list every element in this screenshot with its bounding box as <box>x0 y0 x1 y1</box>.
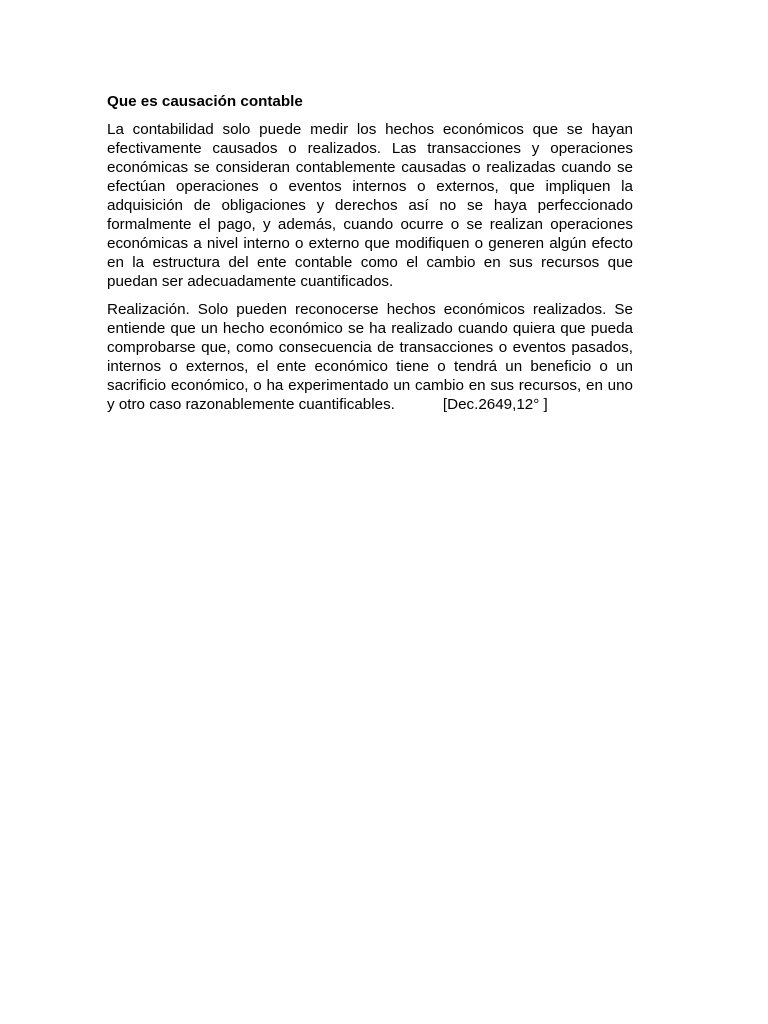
decree-reference: [Dec.2649,12° ] <box>442 396 548 413</box>
paragraph-realizacion-text: Realización. Solo pueden reconocerse hechos económicos realizados. Se entiende que un hecho económico se ha realizado cuando quiera que pueda comprobarse que, como consecuencia de transacciones o eventos pasados, internos o externos, el ente económico tiene o tendrá un beneficio o un sacrificio económico, o ha experimentado un cambio en sus recursos, en uno y otro caso razonablemente cuantificables. <box>107 301 633 413</box>
paragraph-causacion: La contabilidad solo puede medir los hechos económicos que se hayan efectivamente causados o realizados. Las transacciones y operaciones económicas se consideran contablemente causadas o realizadas cuando se efectúan operaciones o eventos internos o externos, que impliquen la adquisición de obligaciones y derechos así no se haya perfeccionado formalmente el pago, y además, cuando ocurre o se realizan operaciones económicas a nivel interno o externo que modifiquen o generen algún efecto en la estructura del ente contable como el cambio en sus recursos que puedan ser adecuadamente cuantificados. <box>107 121 633 290</box>
document-title: Que es causación contable <box>107 93 303 110</box>
paragraph-realizacion <box>107 300 633 414</box>
document-page <box>107 92 633 423</box>
